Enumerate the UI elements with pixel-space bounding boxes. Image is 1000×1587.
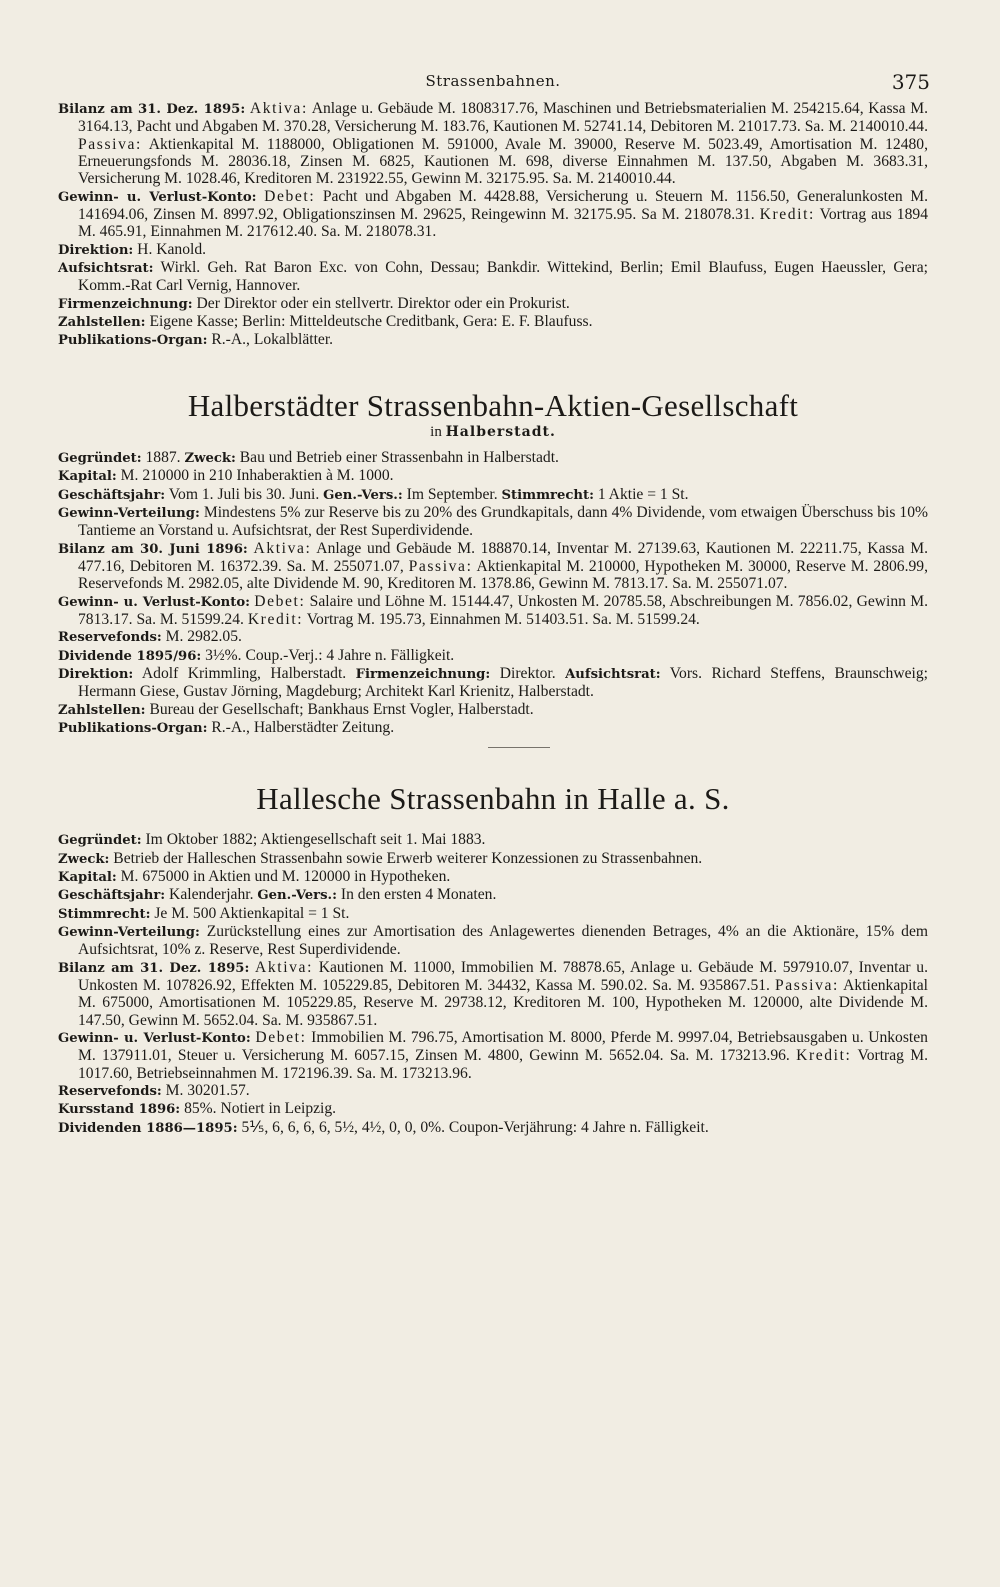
section-divider: [58, 737, 928, 781]
balance-label: Bilanz am 30. Juni 1896:: [58, 541, 248, 557]
paying-agents-label: Zahlstellen:: [58, 702, 146, 718]
capital-label: Kapital:: [58, 870, 117, 885]
debit-text: Salaire und Löhne M. 15144.47, Unkosten M. 20785.58, Abschreibungen M. 7856.02, Gewinn M. 7813.17. Sa. M. 51599.24.: [78, 592, 928, 628]
balance-sheet: [58, 100, 928, 188]
dividends-text: 5⅕, 6, 6, 6, 6, 5½, 4½, 0, 0, 0%. Coupon-Verjährung: 4 Jahre n. Fälligkeit.: [237, 1118, 709, 1136]
running-title: Strassenbahnen.: [425, 72, 561, 90]
signature-authority: [58, 295, 928, 313]
fiscal-year-text: Kalenderjahr.: [165, 886, 258, 904]
dividend: [58, 647, 928, 665]
debit-label: Debet:: [255, 1029, 307, 1047]
supervisory-board-text: Vors. Richard Steffens, Braunschweig; Hermann Giese, Gustav Jörning, Magdeburg; Architekt Karl Krienitz, Halberstadt.: [78, 664, 928, 701]
dividend-label: Dividende 1895/96:: [58, 648, 202, 664]
halle-company-entry: [58, 781, 928, 1137]
debit-label: Debet:: [264, 187, 316, 205]
subtitle-in: in: [430, 423, 446, 440]
voting-right-text: Je M. 500 Aktienkapital = 1 St.: [150, 904, 350, 922]
publication-organ-label: Publikations-Organ:: [58, 720, 208, 736]
purpose-label: Zweck:: [184, 450, 236, 466]
paying-agents: [58, 701, 928, 719]
liabilities-text: Aktienkapital M. 210000, Hypotheken M. 30000, Reserve M. 2806.99, Reservefonds M. 2982.05, alte Dividende M. 90, Kreditoren M. 1378.86, Gewinn M. 7813.17. Sa. M. 255071.07.: [78, 557, 928, 593]
credit-label: Kredit:: [796, 1047, 852, 1065]
stock-price-text: 85%. Notiert in Leipzig.: [180, 1100, 337, 1118]
debit-text: Immobilien M. 796.75, Amortisation M. 8000, Pferde M. 9997.04, Betriebsausgaben u. Unkosten M. 137911.01, Steuer u. Versicherung M. 6057.15, Zinsen M. 4800, Gewinn M. 5652.04. Sa. M. 173213.96.: [78, 1029, 928, 1065]
publication-organ-label: Publikations-Organ:: [58, 333, 208, 349]
running-header: [58, 0, 928, 100]
publication-organ-text: R.-A., Lokalblätter.: [207, 331, 334, 349]
voting-right-label: Stimmrecht:: [58, 906, 151, 922]
general-meeting-text: Im September.: [402, 485, 502, 503]
profit-distribution: [58, 504, 928, 540]
reserve-fund-label: Reservefonds:: [58, 630, 162, 646]
profit-distribution-label: Gewinn-Verteilung:: [58, 505, 200, 521]
founded-label: Gegründet:: [58, 833, 142, 849]
reserve-fund: [58, 628, 928, 646]
paying-agents-text: Eigene Kasse; Berlin: Mitteldeutsche Creditbank, Gera: E. F. Blaufuss.: [145, 313, 593, 331]
previous-company-entry: [58, 100, 928, 350]
profit-distribution: [58, 923, 928, 959]
balance-sheet: [58, 540, 928, 593]
assets-text: Anlage und Gebäude M. 188870.14, Inventar M. 27139.63, Kautionen M. 22211.75, Kassa M. 477.16, Debitoren M. 16372.39. Sa. M. 255071.07,: [78, 539, 929, 575]
reserve-fund-label: Reservefonds:: [58, 1084, 162, 1100]
section-title: Halberstädter Strassenbahn-Aktien-Gesellschaft: [187, 387, 799, 423]
supervisory-board: [58, 259, 928, 295]
credit-label: Kredit:: [247, 610, 304, 628]
assets-text: Kautionen M. 11000, Immobilien M. 78878.65, Anlage u. Gebäude M. 597910.07, Inventar u. Unkosten M. 107826.92, Effekten M. 105229.85, Debitoren M. 34432, Kassa M. 590.02. Sa. M. 935867.51.: [78, 958, 928, 995]
supervisory-board-label: Aufsichtsrat:: [58, 261, 154, 277]
paying-agents-label: Zahlstellen:: [58, 315, 146, 331]
assets-label: Aktiva:: [253, 539, 312, 557]
reserve-fund-text: M. 30201.57.: [161, 1082, 250, 1100]
profit-loss-account: [58, 1029, 928, 1082]
liabilities-text: Aktienkapital M. 675000, Amortisationen M. 105229.85, Reserve M. 29738.12, Kreditoren M. 100, Hypotheken M. 120000, alte Dividende M. 147.50, Gewinn M. 5652.04. Sa. M. 935867.51.: [78, 977, 928, 1029]
profit-loss-label: Gewinn- u. Verlust-Konto:: [58, 594, 250, 610]
fiscal-year: [58, 486, 928, 504]
profit-distribution-text: Mindestens 5% zur Reserve bis zu 20% des Grundkapitals, dann 4% Dividende, vom etwaigen Überschuss bis 10% Tantieme an Vorstand u. Aufsichtsrat, der Rest Superdividende.: [78, 503, 928, 540]
assets-label: Aktiva:: [249, 100, 308, 117]
signature-authority-label: Firmenzeichnung:: [355, 666, 491, 682]
voting-right: [58, 905, 928, 923]
purpose-text: Betrieb der Halleschen Strassenbahn sowie Erwerb weiterer Konzessionen zu Strassenbahnen.: [109, 849, 703, 867]
credit-label: Kredit:: [759, 206, 815, 224]
founded-label: Gegründet:: [58, 450, 142, 466]
profit-distribution-label: Gewinn-Verteilung:: [58, 925, 200, 941]
halberstadt-company-entry: [58, 388, 928, 738]
capital: [58, 868, 928, 886]
credit-text: Vortrag aus 1894 M. 465.91, Einnahmen M. 217612.40. Sa. M. 218078.31.: [78, 206, 928, 241]
balance-sheet: [58, 959, 928, 1029]
assets-text: Anlage u. Gebäude M. 1808317.76, Maschinen und Betriebsmaterialien M. 254215.64, Kassa M. 3164.13, Pacht und Abgaben M. 370.28, Versicherung M. 183.76, Kautionen M. 52741.14, Debitoren M. 21017.73. Sa. M. 2140010.44.: [78, 100, 928, 136]
purpose: [58, 850, 928, 868]
signature-authority-text: Der Direktor oder ein stellvertr. Direktor oder ein Prokurist.: [192, 294, 570, 312]
fiscal-year-label: Geschäftsjahr:: [58, 487, 166, 503]
section-subtitle: [58, 424, 928, 441]
general-meeting-label: Gen.-Vers.:: [257, 888, 337, 904]
publication-organ-text: R.-A., Halberstädter Zeitung.: [207, 718, 395, 736]
management: [58, 241, 928, 259]
dividends: [58, 1119, 928, 1137]
management-label: Direktion:: [58, 242, 134, 258]
paying-agents: [58, 313, 928, 331]
publication-organ: [58, 719, 928, 737]
section-title: Hallesche Strassenbahn in Halle a. S.: [256, 781, 730, 817]
balance-label: Bilanz am 31. Dez. 1895:: [58, 102, 246, 117]
signature-authority-text: Direktor.: [490, 664, 566, 682]
fiscal-year: [58, 886, 928, 904]
capital-label: Kapital:: [58, 469, 117, 485]
debit-label: Debet:: [254, 592, 306, 610]
profit-loss-account: [58, 593, 928, 629]
founded: [58, 831, 928, 849]
purpose-text: Bau und Betrieb einer Strassenbahn in Halberstadt.: [235, 448, 559, 466]
profit-loss-account: [58, 188, 928, 241]
publication-organ: [58, 331, 928, 349]
supervisory-board-text: Wirkl. Geh. Rat Baron Exc. von Cohn, Dessau; Bankdir. Wittekind, Berlin; Emil Blaufuss, Eugen Haeussler, Gera; Komm.-Rat Carl Vernig, Hannover.: [78, 259, 928, 295]
management-label: Direktion:: [58, 666, 134, 682]
reserve-fund-text: M. 2982.05.: [161, 628, 242, 646]
founded-text: 1887.: [141, 448, 185, 466]
voting-right-text: 1 Aktie = 1 St.: [593, 485, 689, 503]
liabilities-text: Aktienkapital M. 1188000, Obligationen M. 591000, Avale M. 39000, Reserve M. 5023.49, Amortisation M. 12480, Erneuerungsfonds M. 28036.18, Zinsen M. 6825, Kautionen M. 698, diverse Einnahmen M. 137.50, Abgaben M. 3683.31, Versicherung M. 1028.46, Kreditoren M. 231922.55, Gewinn M. 32175.95. Sa. M. 2140010.44.: [78, 135, 928, 188]
dividends-label: Dividenden 1886—1895:: [58, 1120, 238, 1136]
founded-text: Im Oktober 1882; Aktiengesellschaft seit 1. Mai 1883.: [141, 831, 486, 849]
credit-text: Vortrag M. 195.73, Einnahmen M. 51403.51. Sa. M. 51599.24.: [303, 610, 700, 628]
management: [58, 665, 928, 701]
management-text: Adolf Krimmling, Halberstadt.: [133, 664, 356, 682]
capital-text: M. 210000 in 210 Inhaberaktien à M. 1000.: [116, 467, 394, 485]
assets-label: Aktiva:: [255, 958, 314, 976]
debit-text: Pacht und Abgaben M. 4428.88, Versicherung u. Steuern M. 1156.50, Generalunkosten M. 141694.06, Zinsen M. 8997.92, Obligationszinsen M. 29625, Reingewinn M. 32175.95. Sa M. 218078.31.: [78, 187, 928, 224]
stock-price: [58, 1100, 928, 1118]
voting-right-label: Stimmrecht:: [501, 487, 594, 503]
credit-text: Vortrag M. 1017.60, Betriebseinnahmen M. 172196.39. Sa. M. 173213.96.: [78, 1047, 929, 1082]
stock-price-label: Kursstand 1896:: [58, 1102, 181, 1118]
general-meeting-text: In den ersten 4 Monaten.: [336, 886, 497, 904]
management-text: H. Kanold.: [133, 240, 207, 258]
capital: [58, 467, 928, 485]
subtitle-place: Halberstadt.: [445, 423, 556, 440]
liabilities-label: Passiva:: [775, 977, 839, 995]
page-number: 375: [891, 70, 930, 94]
fiscal-year-text: Vom 1. Juli bis 30. Juni.: [165, 485, 324, 503]
profit-loss-label: Gewinn- u. Verlust-Konto:: [58, 189, 257, 205]
supervisory-board-label: Aufsichtsrat:: [565, 666, 661, 682]
profit-distribution-text: Zurückstellung eines zur Amortisation des Anlagewertes dienenden Betrages, 4% an die Aktionäre, 15% dem Aufsichtsrat, 10% z. Reserve, Rest Superdividende.: [78, 923, 928, 959]
general-meeting-label: Gen.-Vers.:: [323, 487, 403, 503]
capital-text: M. 675000 in Aktien und M. 120000 in Hypotheken.: [116, 868, 451, 885]
dividend-text: 3½%. Coup.-Verj.: 4 Jahre n. Fälligkeit.: [201, 646, 455, 664]
liabilities-label: Passiva:: [408, 557, 473, 575]
liabilities-label: Passiva:: [78, 135, 142, 153]
founded-and-purpose: [58, 449, 928, 467]
profit-loss-label: Gewinn- u. Verlust-Konto:: [58, 1031, 251, 1047]
signature-authority-label: Firmenzeichnung:: [58, 296, 193, 312]
fiscal-year-label: Geschäftsjahr:: [58, 888, 166, 904]
reserve-fund: [58, 1082, 928, 1100]
balance-label: Bilanz am 31. Dez. 1895:: [58, 960, 250, 976]
paying-agents-text: Bureau der Gesellschaft; Bankhaus Ernst Vogler, Halberstadt.: [145, 700, 534, 718]
purpose-label: Zweck:: [58, 851, 110, 867]
